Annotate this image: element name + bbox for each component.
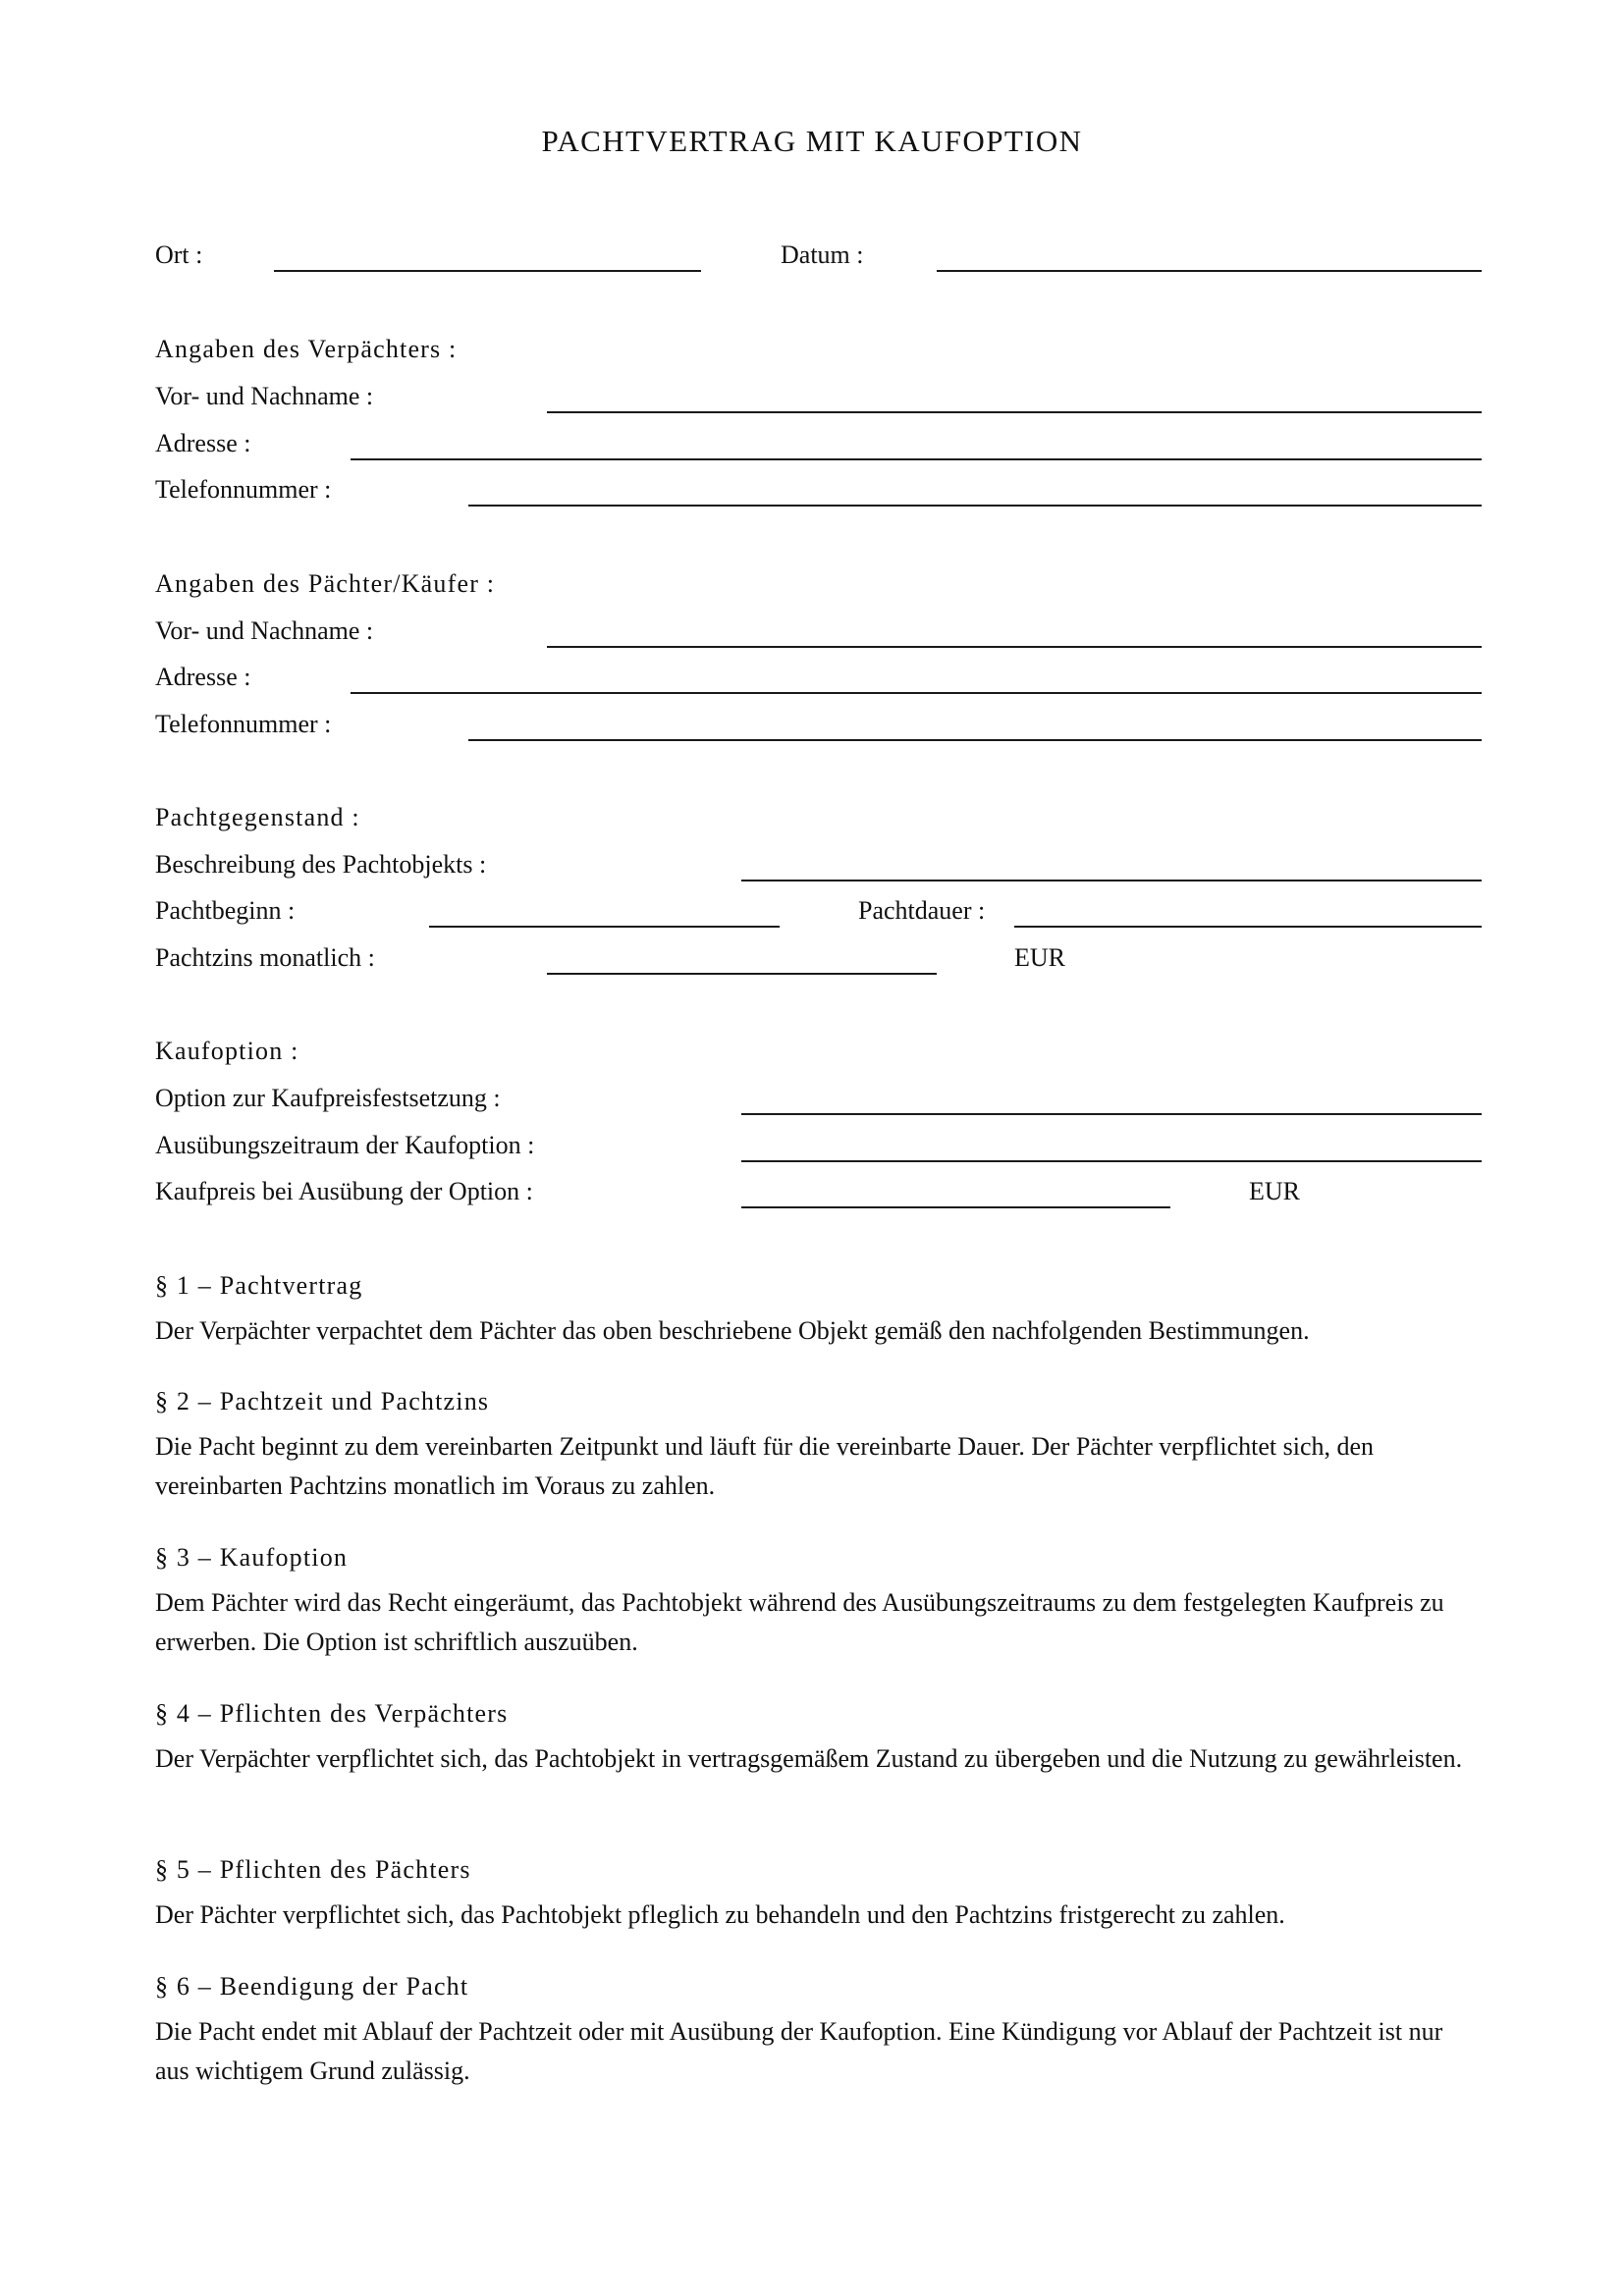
price-setting-label: Option zur Kaufpreisfestsetzung : (155, 1084, 501, 1112)
verpaechter-name-label: Vor- und Nachname : (155, 382, 374, 410)
paragraph-3-text: Dem Pächter wird das Recht eingeräumt, das Pachtobjekt während des Ausübungszeitraums zu dem festgelegten Kaufpreis zu erwerben. Die Option ist schriftlich auszuüben. (155, 1588, 1444, 1656)
paragraph-6-text: Die Pacht endet mit Ablauf der Pachtzeit oder mit Ausübung der Kaufoption. Eine Kündigung vor Ablauf der Pachtzeit ist nur aus wichtigem Grund zulässig. (155, 2017, 1443, 2085)
paechter-address-label: Adresse : (155, 663, 251, 691)
purchase-price-currency: EUR (1249, 1177, 1300, 1205)
description-field[interactable] (741, 880, 1482, 881)
price-setting-field[interactable] (741, 1113, 1482, 1115)
paragraph-4-text: Der Verpächter verpflichtet sich, das Pachtobjekt in vertragsgemäßem Zustand zu übergeben und die Nutzung zu gewährleisten. (155, 1744, 1463, 1773)
verpaechter-address-field[interactable] (351, 458, 1482, 460)
paragraph-5-title: § 5 – Pflichten des Pächters (155, 1855, 471, 1884)
document-title: PACHTVERTRAG MIT KAUFOPTION (541, 124, 1083, 158)
kaufoption-heading: Kaufoption : (155, 1037, 299, 1065)
verpaechter-phone-field[interactable] (468, 505, 1482, 507)
paechter-phone-label: Telefonnummer : (155, 710, 332, 738)
datum-label: Datum : (781, 240, 864, 269)
duration-field[interactable] (1014, 926, 1482, 928)
verpaechter-name-field[interactable] (547, 411, 1482, 413)
purchase-price-field[interactable] (741, 1206, 1170, 1208)
paechter-heading: Angaben des Pächter/Käufer : (155, 569, 496, 598)
paragraph-2-title: § 2 – Pachtzeit und Pachtzins (155, 1387, 490, 1415)
start-label: Pachtbeginn : (155, 896, 296, 925)
ort-label: Ort : (155, 240, 203, 269)
paragraph-3-title: § 3 – Kaufoption (155, 1543, 349, 1572)
paragraph-2-text: Die Pacht beginnt zu dem vereinbarten Zeitpunkt und läuft für die vereinbarte Dauer. Der Pächter verpflichtet sich, den vereinbarten Pachtzins monatlich im Voraus zu zahlen. (155, 1432, 1375, 1500)
pachtgegenstand-heading: Pachtgegenstand : (155, 803, 360, 831)
exercise-period-field[interactable] (741, 1160, 1482, 1162)
paragraph-1-title: § 1 – Pachtvertrag (155, 1271, 363, 1300)
start-field[interactable] (429, 926, 780, 928)
paechter-name-label: Vor- und Nachname : (155, 616, 374, 645)
paechter-address-field[interactable] (351, 692, 1482, 694)
purchase-price-label: Kaufpreis bei Ausübung der Option : (155, 1177, 533, 1205)
paechter-phone-field[interactable] (468, 739, 1482, 741)
paragraph-1-text: Der Verpächter verpachtet dem Pächter das oben beschriebene Objekt gemäß den nachfolgenden Bestimmungen. (155, 1316, 1310, 1345)
rent-field[interactable] (547, 973, 937, 975)
description-label: Beschreibung des Pachtobjekts : (155, 850, 487, 879)
rent-currency: EUR (1014, 943, 1065, 972)
ort-field[interactable] (274, 270, 701, 272)
paragraph-6-title: § 6 – Beendigung der Pacht (155, 1972, 469, 2001)
verpaechter-heading: Angaben des Verpächters : (155, 335, 458, 363)
exercise-period-label: Ausübungszeitraum der Kaufoption : (155, 1131, 535, 1159)
paechter-name-field[interactable] (547, 646, 1482, 648)
rent-label: Pachtzins monatlich : (155, 943, 375, 972)
paragraph-5-text: Der Pächter verpflichtet sich, das Pachtobjekt pfleglich zu behandeln und den Pachtzins fristgerecht zu zahlen. (155, 1900, 1285, 1929)
datum-field[interactable] (937, 270, 1482, 272)
verpaechter-phone-label: Telefonnummer : (155, 475, 332, 504)
verpaechter-address-label: Adresse : (155, 429, 251, 457)
paragraph-4-title: § 4 – Pflichten des Verpächters (155, 1699, 509, 1728)
duration-label: Pachtdauer : (858, 896, 986, 925)
